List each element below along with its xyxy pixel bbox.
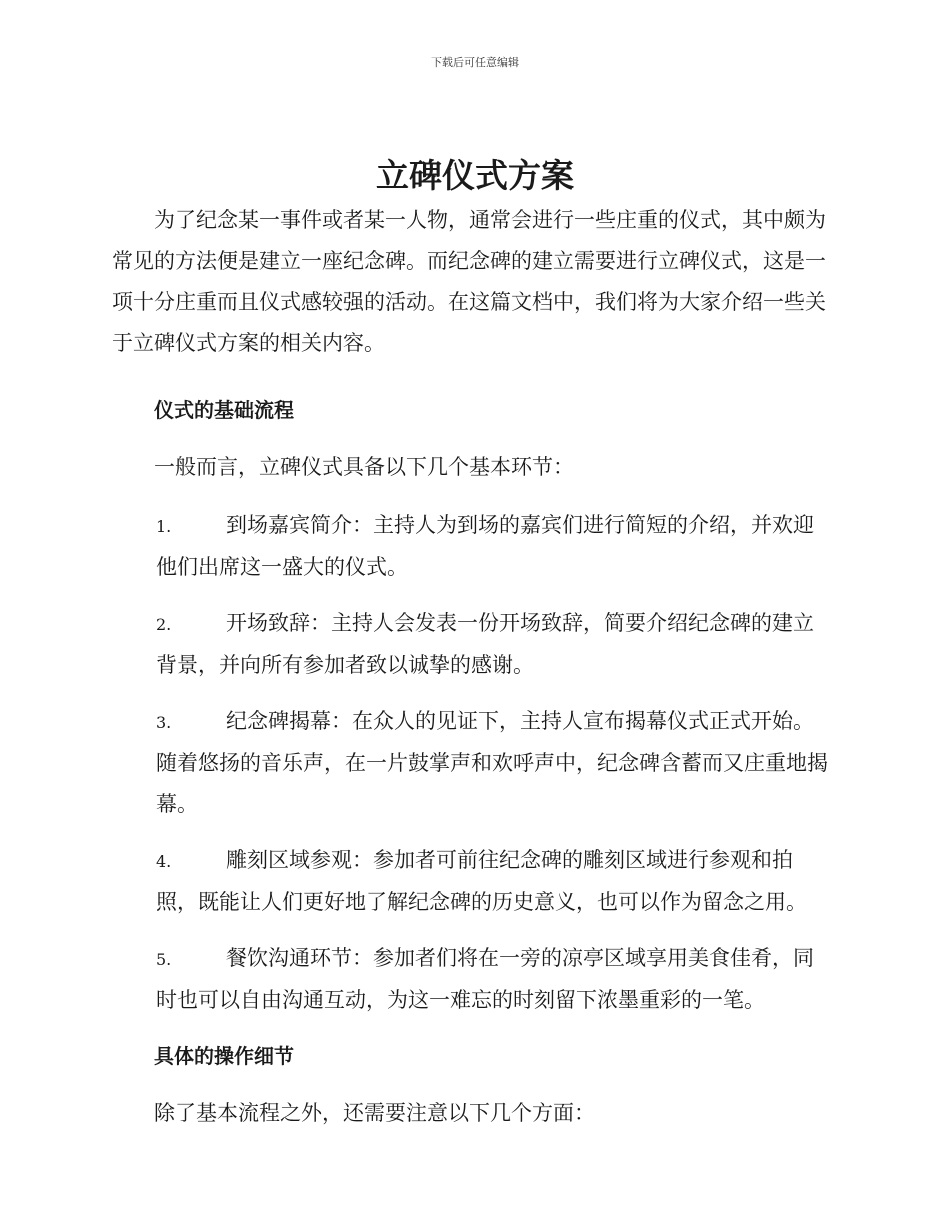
list-item-number: 5. <box>156 950 172 969</box>
list-item <box>112 701 834 825</box>
list-item-text <box>112 505 834 588</box>
document-body <box>112 200 834 1151</box>
page-header: 下载后可任意编辑 <box>431 56 519 69</box>
list-item <box>112 938 834 1021</box>
page-title: 立碑仪式方案 <box>376 156 574 195</box>
section-lead-operation-details: 除了基本流程之外，还需要注意以下几个方面： <box>154 1101 595 1125</box>
list-item-content: 雕刻区域参观：参加者可前往纪念碑的雕刻区域进行参观和拍照，既能让人们更好地了解纪念碑的历史意义，也可以作为留念之用。 <box>156 848 807 914</box>
list-item-number: 2. <box>156 615 172 634</box>
list-item-number: 1. <box>156 517 172 536</box>
list-item <box>112 505 834 588</box>
section-lead-basic-flow: 一般而言，立碑仪式具备以下几个基本环节： <box>154 455 574 479</box>
list-item-number: 3. <box>156 713 172 732</box>
list-item <box>112 840 834 923</box>
list-item-text <box>112 938 834 1021</box>
list-item-content: 餐饮沟通环节：参加者们将在一旁的凉亭区域享用美食佳肴，同时也可以自由沟通互动，为这一难忘的时刻留下浓墨重彩的一笔。 <box>156 946 814 1012</box>
section-heading-basic-flow: 仪式的基础流程 <box>154 398 294 422</box>
list-item <box>112 603 834 686</box>
list-item-text <box>112 840 834 923</box>
list-item-number: 4. <box>156 852 172 871</box>
list-item-text <box>112 701 834 825</box>
list-item-content: 纪念碑揭幕：在众人的见证下，主持人宣布揭幕仪式正式开始。随着悠扬的音乐声，在一片鼓掌声和欢呼声中，纪念碑含蓄而又庄重地揭幕。 <box>156 709 828 816</box>
list-item-content: 到场嘉宾简介：主持人为到场的嘉宾们进行简短的介绍，并欢迎他们出席这一盛大的仪式。 <box>156 513 814 579</box>
list-item-text <box>112 603 834 686</box>
intro-paragraph: 为了纪念某一事件或者某一人物，通常会进行一些庄重的仪式，其中颇为常见的方法便是建立一座纪念碑。而纪念碑的建立需要进行立碑仪式，这是一项十分庄重而且仪式感较强的活动。在这篇文档中，我们将为大家介绍一些关于立碑仪式方案的相关内容。 <box>112 208 826 355</box>
section-heading-operation-details: 具体的操作细节 <box>154 1044 294 1068</box>
list-item-content: 开场致辞：主持人会发表一份开场致辞，简要介绍纪念碑的建立背景，并向所有参加者致以诚挚的感谢。 <box>156 611 814 677</box>
